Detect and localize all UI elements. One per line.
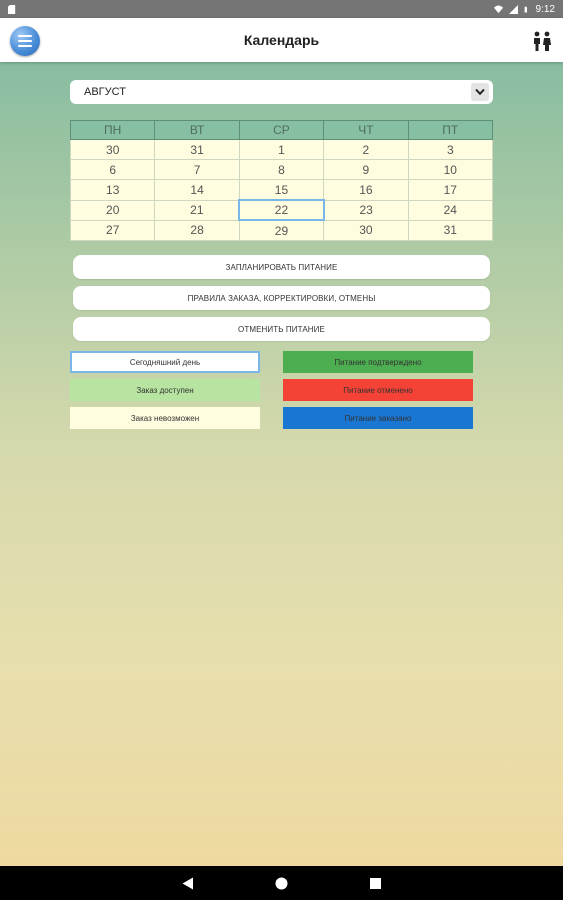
calendar-week-row (71, 160, 493, 180)
home-button[interactable] (274, 875, 290, 891)
calendar-day-cell-today[interactable]: 22 (239, 200, 323, 220)
menu-icon-line (18, 35, 32, 37)
menu-button[interactable] (10, 26, 40, 56)
calendar-week-row (71, 220, 493, 240)
back-triangle-icon (182, 877, 194, 890)
calendar-day-cell[interactable]: 17 (408, 180, 492, 200)
recents-button[interactable] (368, 875, 384, 891)
back-button[interactable] (180, 875, 196, 891)
status-bar (0, 0, 563, 18)
status-time: 9:12 (535, 3, 555, 15)
calendar-day-cell[interactable]: 31 (408, 220, 492, 240)
calendar-day-cell[interactable]: 10 (408, 160, 492, 180)
weekday-header: ПТ (408, 121, 492, 140)
weekday-header: ПН (71, 121, 155, 140)
calendar-day-cell[interactable]: 13 (71, 180, 155, 200)
legend-order-impossible: Заказ невозможен (70, 407, 260, 429)
calendar-day-cell[interactable]: 16 (324, 180, 408, 200)
calendar-day-cell[interactable]: 20 (71, 200, 155, 220)
calendar-day-cell[interactable]: 28 (155, 220, 239, 240)
weekday-header: ЧТ (324, 121, 408, 140)
weekday-header: ВТ (155, 121, 239, 140)
plan-meals-button[interactable]: ЗАПЛАНИРОВАТЬ ПИТАНИЕ (73, 255, 490, 279)
legend-today: Сегодняшний день (70, 351, 260, 373)
chevron-down-icon (475, 88, 485, 96)
order-rules-button[interactable]: ПРАВИЛА ЗАКАЗА, КОРРЕКТИРОВКИ, ОТМЕНЫ (73, 286, 490, 310)
signal-icon (509, 5, 518, 14)
app-bar (0, 18, 563, 62)
menu-icon-line (18, 40, 32, 42)
calendar-day-cell[interactable]: 6 (71, 160, 155, 180)
sd-card-icon (8, 5, 17, 14)
recents-square-icon (370, 878, 381, 889)
calendar-week-row (71, 200, 493, 220)
calendar-day-cell[interactable]: 14 (155, 180, 239, 200)
weekday-header-row (71, 121, 493, 140)
legend-meal-cancelled: Питание отменено (283, 379, 473, 401)
calendar-week-row (71, 180, 493, 200)
home-circle-icon (275, 877, 288, 890)
calendar-day-cell[interactable]: 1 (239, 140, 323, 160)
calendar-day-cell[interactable]: 24 (408, 200, 492, 220)
menu-icon-line (18, 45, 32, 47)
calendar-day-cell[interactable]: 30 (71, 140, 155, 160)
calendar-day-cell[interactable]: 21 (155, 200, 239, 220)
month-select[interactable] (70, 80, 493, 104)
calendar-day-cell[interactable]: 23 (324, 200, 408, 220)
legend-order-available: Заказ доступен (70, 379, 260, 401)
page-title: Календарь (243, 32, 320, 48)
battery-icon (524, 5, 530, 14)
calendar-day-cell[interactable]: 7 (155, 160, 239, 180)
calendar-day-cell[interactable]: 8 (239, 160, 323, 180)
calendar-day-cell[interactable]: 29 (239, 220, 323, 240)
calendar-day-cell[interactable]: 3 (408, 140, 492, 160)
calendar-day-cell[interactable]: 27 (71, 220, 155, 240)
calendar-day-cell[interactable]: 15 (239, 180, 323, 200)
calendar-day-cell[interactable]: 31 (155, 140, 239, 160)
calendar-week-row (71, 140, 493, 160)
month-select-value: АВГУСТ (84, 86, 126, 98)
legend-meal-confirmed: Питание подтверждено (283, 351, 473, 373)
calendar-day-cell[interactable]: 30 (324, 220, 408, 240)
navigation-bar (0, 866, 563, 900)
weekday-header: СР (239, 121, 323, 140)
calendar-day-cell[interactable]: 9 (324, 160, 408, 180)
select-arrow-button[interactable] (471, 83, 489, 101)
children-icon[interactable] (531, 30, 553, 52)
cancel-meals-button[interactable]: ОТМЕНИТЬ ПИТАНИЕ (73, 317, 490, 341)
legend-meal-ordered: Питание заказано (283, 407, 473, 429)
calendar-grid (70, 120, 493, 241)
calendar-day-cell[interactable]: 2 (324, 140, 408, 160)
wifi-icon (494, 5, 503, 14)
status-indicators (494, 4, 555, 15)
